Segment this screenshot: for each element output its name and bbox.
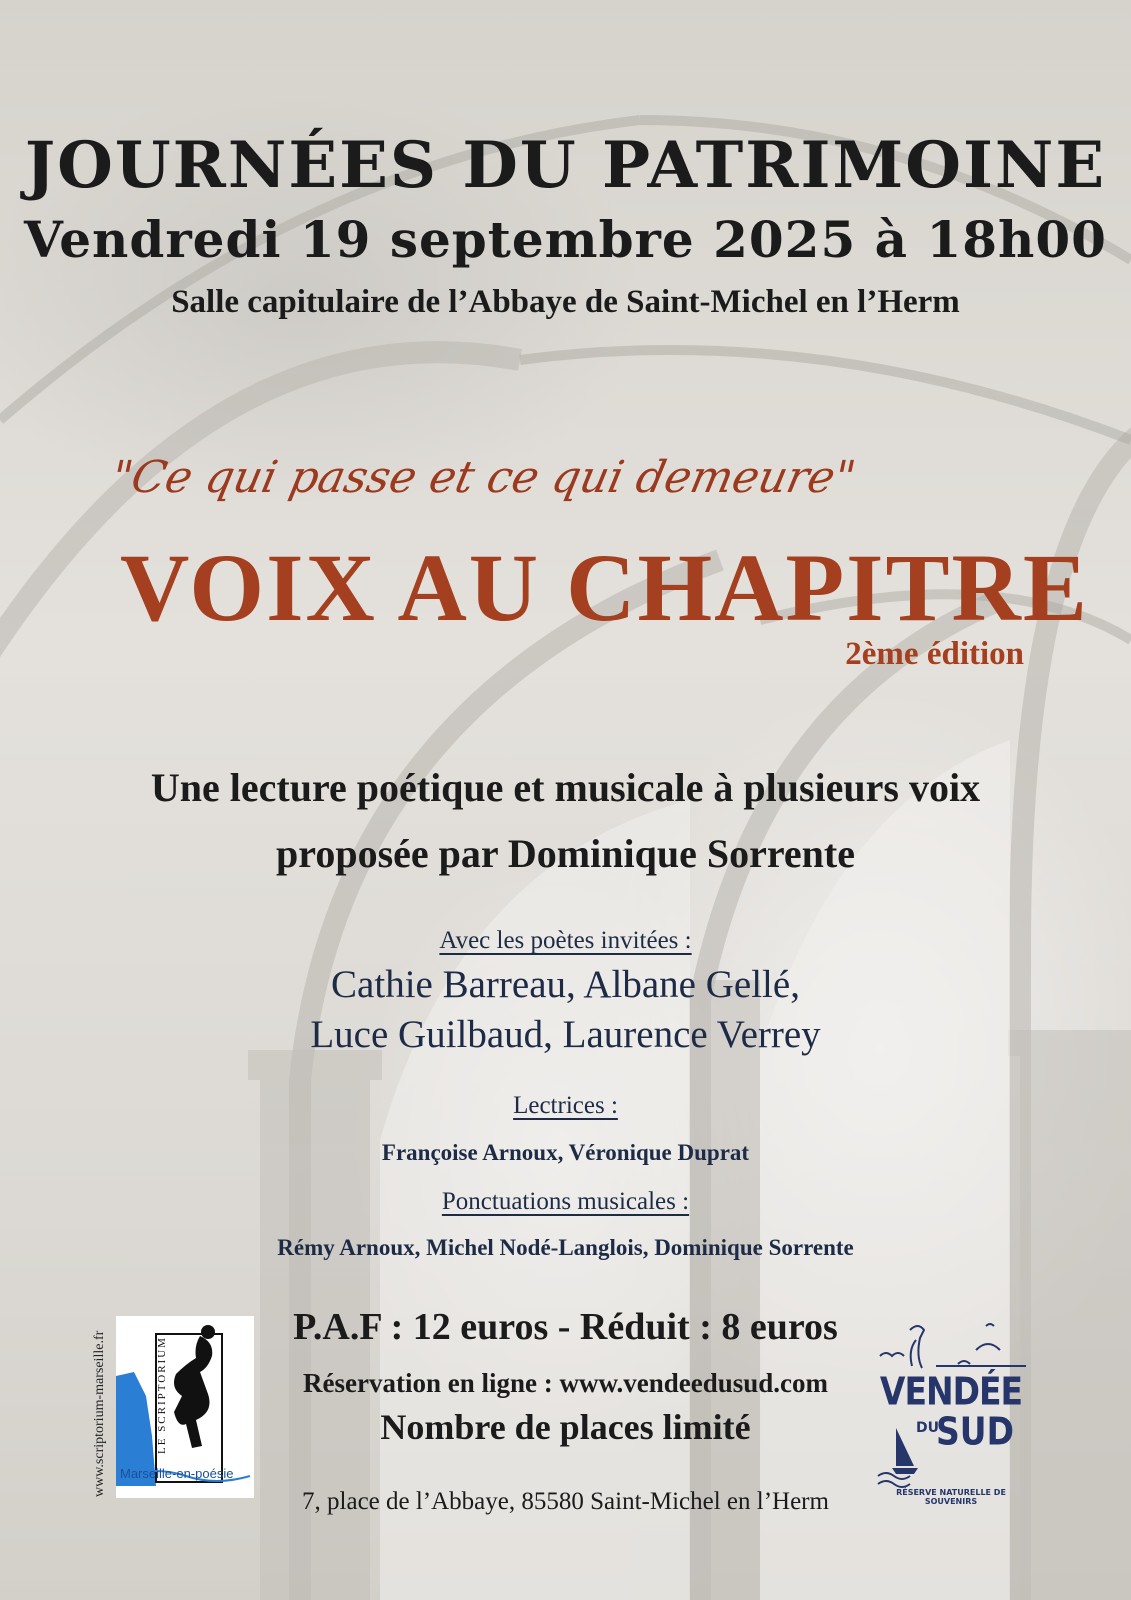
event-venue: Salle capitulaire de l’Abbaye de Saint-Michel en l’Herm bbox=[171, 284, 960, 320]
scriptorium-logo bbox=[116, 1316, 254, 1498]
event-date: Vendredi 19 septembre 2025 à 18h00 bbox=[24, 210, 1107, 269]
poets-line-1: Cathie Barreau, Albane Gellé, bbox=[331, 963, 800, 1006]
places-info: Nombre de places limité bbox=[380, 1407, 751, 1447]
poets-label-text: Avec les poètes invitées : bbox=[439, 927, 692, 954]
vendee-tagline: RÉSERVE NATURELLE DE SOUVENIRS bbox=[896, 1488, 1006, 1506]
music-names: Rémy Arnoux, Michel Nodé-Langlois, Dominique Sorrente bbox=[277, 1235, 854, 1260]
vendee-line-1: VENDÉE bbox=[879, 1369, 1023, 1414]
scriptorium-url: www.scriptorium-marseille.fr bbox=[92, 1330, 107, 1497]
event-name: VOIX AU CHAPITRE bbox=[120, 534, 1089, 641]
poets-line-2: Luce Guilbaud, Laurence Verrey bbox=[310, 1013, 821, 1056]
readers-names: Françoise Arnoux, Véronique Duprat bbox=[381, 1140, 750, 1165]
event-edition: 2ème édition bbox=[845, 636, 1024, 672]
scriptorium-name: LE SCRIPTORIUM bbox=[156, 1336, 168, 1454]
address: 7, place de l’Abbaye, 85580 Saint-Michel en l’Herm bbox=[302, 1488, 829, 1515]
poets-label bbox=[0, 927, 1131, 955]
reservation-info: Réservation en ligne : www.vendeedusud.com bbox=[303, 1368, 828, 1398]
readers-label-text: Lectrices : bbox=[513, 1092, 618, 1119]
vendee-du-sud-logo bbox=[876, 1316, 1026, 1506]
event-quote: "Ce qui passe et ce qui demeure" bbox=[106, 452, 861, 503]
price-info: P.A.F : 12 euros - Réduit : 8 euros bbox=[293, 1306, 838, 1348]
vendee-line-2: SUD bbox=[936, 1409, 1014, 1454]
vendee-du: DU bbox=[916, 1420, 939, 1436]
music-label-text: Ponctuations musicales : bbox=[441, 1188, 690, 1215]
readers-label bbox=[0, 1092, 1131, 1120]
page-title: JOURNÉES DU PATRIMOINE bbox=[24, 128, 1107, 203]
scriptorium-caption: Marseille-en-poésie bbox=[120, 1466, 234, 1481]
description-line-2: proposée par Dominique Sorrente bbox=[276, 831, 855, 876]
music-label bbox=[0, 1188, 1131, 1216]
description-line-1: Une lecture poétique et musicale à plusieurs voix bbox=[150, 765, 981, 810]
